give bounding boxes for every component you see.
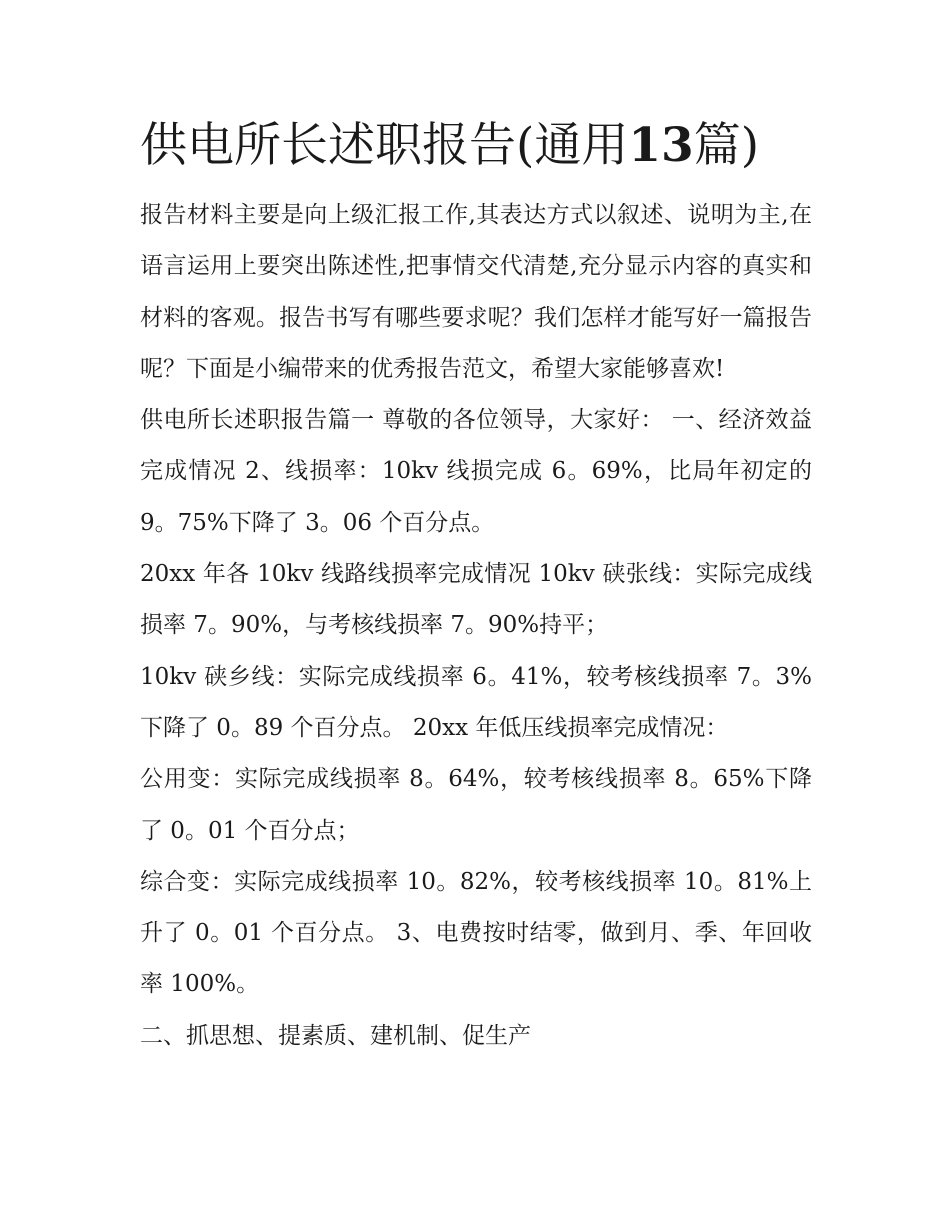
- paragraph-line-loss-10kv-xiaxiang: 10kv 硖乡线：实际完成线损率 6。41%，较考核线损率 7。3%下降了 0。89 个百分点。 20xx 年低压线损率完成情况：: [140, 663, 812, 741]
- paragraph-public-transformer: 公用变：实际完成线损率 8。64%，较考核线损率 8。65%下降了 0。01 个百分点；: [140, 766, 812, 844]
- document-page: [140, 112, 812, 1062]
- paragraph-combined-transformer: 综合变：实际完成线损率 10。82%，较考核线损率 10。81%上升了 0。01 个百分点。 3、电费按时结零，做到月、季、年回收率 100%。: [140, 868, 812, 998]
- paragraph-section-two-heading: 二、抓思想、提素质、建机制、促生产: [140, 1022, 531, 1049]
- paragraph-line-loss-10kv-xiazhang: 20xx 年各 10kv 线路线损率完成情况 10kv 硖张线：实际完成线损率 7。90%，与考核线损率 7。90%持平；: [140, 561, 812, 639]
- paragraph-intro: 报告材料主要是向上级汇报工作,其表达方式以叙述、说明为主,在语言运用上要突出陈述性,把事情交代清楚,充分显示内容的真实和材料的客观。报告书写有哪些要求呢？我们怎样才能写好一篇报告呢？下面是小编带来的优秀报告范文，希望大家能够喜欢!: [140, 202, 812, 382]
- document-title: 供电所长述职报告(通用13篇): [140, 118, 760, 173]
- paragraph-section-one: 供电所长述职报告篇一 尊敬的各位领导，大家好： 一、经济效益完成情况 2、线损率：10kv 线损完成 6。69%，比局年初定的 9。75%下降了 3。06 个百分点。: [140, 407, 812, 536]
